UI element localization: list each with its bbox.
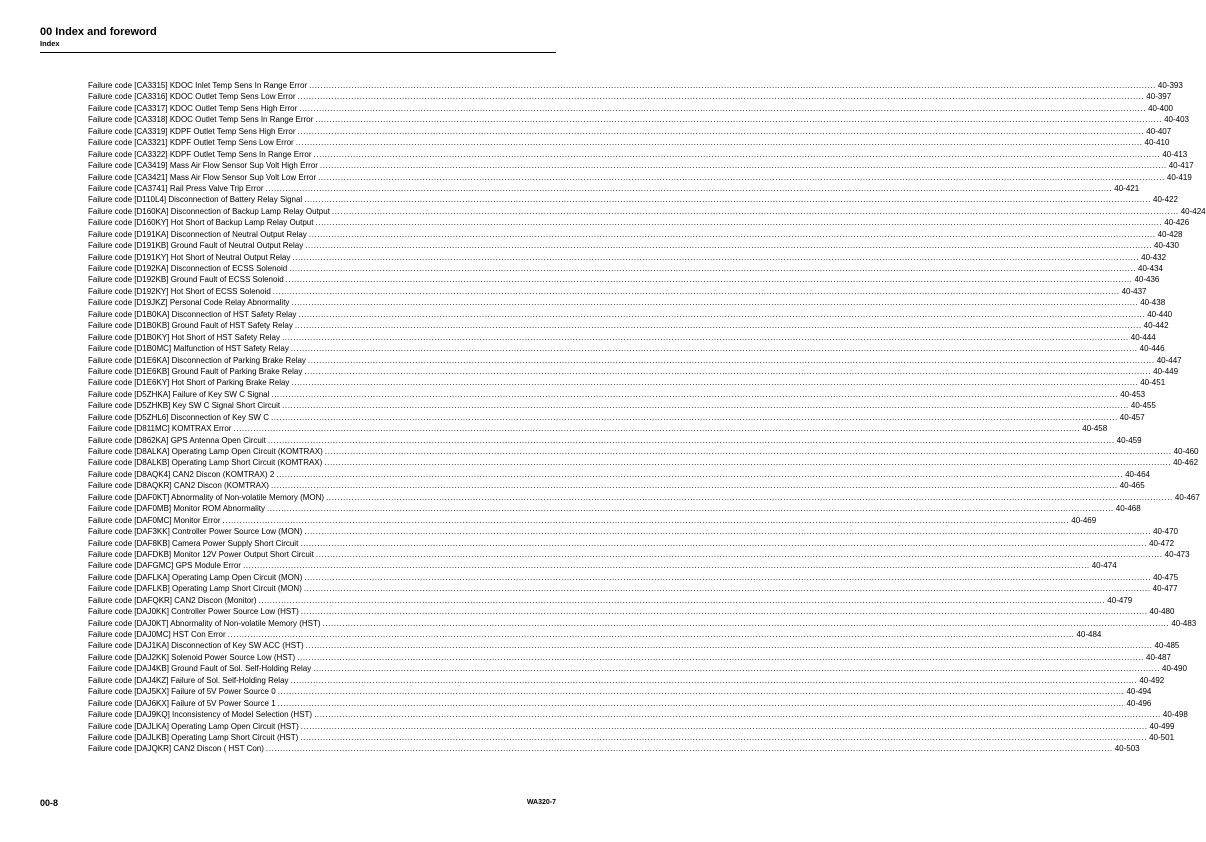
index-entry-page: 40-426 [1164,218,1190,228]
index-entry[interactable] [88,286,1147,297]
index-entry[interactable] [88,91,1172,102]
index-entry-page: 40-419 [1166,172,1192,182]
index-entry-title: Failure code [DAJLKB] Operating Lamp Short Circuit (HST) [88,732,299,742]
index-entry-page: 40-483 [1171,618,1197,628]
index-entry-page: 40-400 [1148,103,1173,113]
dot-leader: ............................................................................................................................................................................................................................................................................................................ [297,652,1144,662]
index-entry-title: Failure code [CA3741] Rail Press Valve Trip Error [88,183,264,193]
index-entry[interactable] [88,252,1167,263]
index-entry-page: 40-434 [1138,264,1163,273]
index-entry-page: 40-492 [1139,675,1165,685]
dot-leader: ............................................................................................................................................................................................................................................................................................................ [298,309,1146,319]
dot-leader: ............................................................................................................................................................................................................................................................................................................ [265,183,1113,193]
dot-leader: ............................................................................................................................................................................................................................................................................................................ [281,332,1129,342]
index-entry[interactable] [88,240,1179,251]
dot-leader: ............................................................................................................................................................................................................................................................................................................ [291,378,1139,388]
index-entry[interactable] [88,446,1199,457]
index-entry[interactable] [88,423,1108,434]
index-entry[interactable] [88,583,1178,594]
dot-leader: ............................................................................................................................................................................................................................................................................................................ [299,103,1147,113]
index-entry[interactable] [88,366,1179,377]
index-entry-page: 40-479 [1107,595,1133,605]
index-entry-page: 40-428 [1157,229,1183,239]
index-entry[interactable] [88,629,1102,640]
index-entry-title: Failure code [DAF8KB] Camera Power Supply Short Circuit [88,538,299,548]
index-entry-title: Failure code [DAFLKA] Operating Lamp Open Circuit (MON) [88,572,303,582]
index-entry-title: Failure code [DAF3KK] Controller Power Source Low (MON) [88,527,303,537]
index-entry[interactable] [88,263,1163,274]
index-entry-title: Failure code [D192KB] Ground Fault of ECSS Solenoid [88,275,284,285]
index-entry[interactable] [88,80,1183,91]
index-entry-page: 40-494 [1126,687,1152,697]
dot-leader: ............................................................................................................................................................................................................................................................................................................ [292,252,1140,262]
index-entry-title: Failure code [D1B0KY] Hot Short of HST Safety Relay [88,332,280,342]
index-entry[interactable] [88,343,1165,354]
dot-leader: ............................................................................................................................................................................................................................................................................................................ [227,630,1075,639]
index-entry-page: 40-438 [1140,298,1166,308]
index-entry-page: 40-487 [1146,652,1171,662]
index-entry-page: 40-403 [1164,115,1190,125]
dot-leader: ............................................................................................................................................................................................................................................................................................................ [294,321,1142,331]
index-entry-page: 40-451 [1140,378,1166,388]
dot-leader: ............................................................................................................................................................................................................................................................................................................ [305,241,1153,251]
index-entry-title: Failure code [D19JKZ] Personal Code Relay Abnormality [88,298,290,308]
dot-leader: ............................................................................................................................................................................................................................................................................................................ [242,561,1090,571]
index-entry-title: Failure code [D160KY] Hot Short of Backup Lamp Relay Output [88,218,314,228]
index-entry-title: Failure code [DAF0MB] Monitor ROM Abnormality [88,504,265,514]
index-entry-title: Failure code [DAFQKR] CAN2 Discon (Monitor) [88,595,257,605]
dot-leader: ............................................................................................................................................................................................................................................................................................................ [303,584,1151,594]
index-entry[interactable] [88,400,1156,411]
index-entry-page: 40-436 [1134,275,1160,285]
index-entry-title: Failure code [D1B0MC] Malfunction of HST Safety Relay [88,344,289,354]
dot-leader: ............................................................................................................................................................................................................................................................................................................ [315,549,1163,559]
index-entry[interactable] [88,732,1175,743]
index-entry[interactable] [88,480,1145,491]
index-entry[interactable] [88,217,1190,228]
index-entry-page: 40-462 [1173,458,1199,468]
index-entry[interactable] [88,320,1169,331]
index-entry-page: 40-430 [1154,241,1179,251]
dot-leader: ............................................................................................................................................................................................................................................................................................................ [270,412,1118,422]
index-entry-page: 40-465 [1119,481,1145,491]
dot-leader: ............................................................................................................................................................................................................................................................................................................ [324,447,1172,456]
index-entry-page: 40-457 [1119,412,1145,422]
index-entry-page: 40-470 [1153,527,1179,537]
dot-leader: ............................................................................................................................................................................................................................................................................................................ [222,515,1070,525]
dot-leader: ............................................................................................................................................................................................................................................................................................................ [304,527,1152,537]
index-entry-title: Failure code [D5ZHKB] Key SW C Signal Short Circuit [88,401,281,411]
index-entry-page: 40-446 [1139,344,1165,354]
index-entry-title: Failure code [CA3315] KDOC Inlet Temp Sens In Range Error [88,81,308,90]
index-entry-page: 40-499 [1149,721,1175,731]
dot-leader: ............................................................................................................................................................................................................................................................................................................ [318,172,1165,182]
index-entry[interactable] [88,560,1117,571]
index-entry-title: Failure code [D1E6KB] Ground Fault of Parking Brake Relay [88,366,303,376]
index-entry-title: Failure code [D1E6KA] Disconnection of Parking Brake Relay [88,355,306,365]
dot-leader: ............................................................................................................................................................................................................................................................................................................ [267,435,1115,445]
index-entry[interactable] [88,538,1175,549]
index-entry[interactable] [88,297,1166,308]
index-entry[interactable] [88,126,1172,137]
index-entry-title: Failure code [CA3318] KDOC Outlet Temp Sens In Range Error [88,115,314,125]
index-entry-title: Failure code [CA3421] Mass Air Flow Sensor Sup Volt Low Error [88,172,317,182]
index-entry-title: Failure code [DAJ5KX] Failure of 5V Power Source 0 [88,687,276,697]
header-divider [40,52,556,53]
dot-leader: ............................................................................................................................................................................................................................................................................................................ [297,92,1145,102]
index-entry-title: Failure code [D192KA] Disconnection of ECSS Solenoid [88,264,288,273]
index-entry[interactable] [88,309,1173,320]
dot-leader: ............................................................................................................................................................................................................................................................................................................ [282,401,1129,411]
dot-leader: ............................................................................................................................................................................................................................................................................................................ [314,710,1161,720]
dot-leader: ............................................................................................................................................................................................................................................................................................................ [258,595,1106,605]
dot-leader: ............................................................................................................................................................................................................................................................................................................ [266,504,1114,514]
dot-leader: ............................................................................................................................................................................................................................................................................................................ [290,344,1138,354]
index-entry-title: Failure code [D191KB] Ground Fault of Neutral Output Relay [88,241,304,251]
index-entry-title: Failure code [CA3319] KDPF Outlet Temp Sens High Error [88,126,296,136]
index-entry-page: 40-413 [1162,149,1188,159]
index-entry-page: 40-498 [1162,710,1188,720]
dot-leader: ............................................................................................................................................................................................................................................................................................................ [295,138,1143,148]
index-entry-page: 40-458 [1082,424,1108,434]
index-entry[interactable] [88,103,1173,114]
dot-leader: ............................................................................................................................................................................................................................................................................................................ [304,572,1152,582]
index-entry-page: 40-480 [1149,607,1175,617]
dot-leader: ............................................................................................................................................................................................................................................................................................................ [304,195,1151,205]
index-entry[interactable] [88,412,1145,423]
index-entry-title: Failure code [DAFDKB] Monitor 12V Power Output Short Circuit [88,549,314,559]
dot-leader: ............................................................................................................................................................................................................................................................................................................ [276,469,1124,479]
index-entry-title: Failure code [D8AQK4] CAN2 Discon (KOMTRAX) 2 [88,469,275,479]
index-entry[interactable] [88,675,1165,686]
dot-leader: ............................................................................................................................................................................................................................................................................................................ [270,481,1118,491]
index-entry-page: 40-440 [1147,309,1173,319]
index-entry[interactable] [88,492,1200,503]
index-entry-page: 40-484 [1076,630,1102,639]
index-entry[interactable] [88,469,1150,480]
page-header [40,26,556,49]
section-title: 00 Index and foreword [40,26,157,38]
index-entry-title: Failure code [D110L4] Disconnection of Battery Relay Signal [88,195,303,205]
index-entry-title: Failure code [DAJ2KK] Solenoid Power Source Low (HST) [88,652,296,662]
index-entry-title: Failure code [D1B0KA] Disconnection of HST Safety Relay [88,309,297,319]
index-entry[interactable] [88,526,1179,537]
dot-leader: ............................................................................................................................................................................................................................................................................................................ [300,538,1148,548]
index-entry-title: Failure code [D160KA] Disconnection of Backup Lamp Relay Output [88,206,330,216]
dot-leader: ............................................................................................................................................................................................................................................................................................................ [313,149,1161,159]
index-entry-title: Failure code [D862KA] GPS Antenna Open Circuit [88,435,266,445]
index-entry-title: Failure code [D191KY] Hot Short of Neutral Output Relay [88,252,291,262]
index-entry-page: 40-467 [1174,492,1200,502]
index-entry-title: Failure code [DAJ0MC] HST Con Error [88,630,226,639]
dot-leader: ............................................................................................................................................................................................................................................................................................................ [290,675,1138,685]
index-entry[interactable] [88,114,1190,125]
index-entry[interactable] [88,686,1152,697]
index-entry-page: 40-455 [1130,401,1156,411]
index-entry-title: Failure code [D8ALKB] Operating Lamp Short Circuit (KOMTRAX) [88,458,323,468]
index-entry[interactable] [88,457,1199,468]
index-entry-title: Failure code [CA3419] Mass Air Flow Sensor Sup Volt High Error [88,161,318,171]
index-entry[interactable] [88,663,1187,674]
index-entry-page: 40-449 [1153,366,1179,376]
dot-leader: ............................................................................................................................................................................................................................................................................................................ [308,229,1156,239]
index-entry[interactable] [88,229,1183,240]
index-entry[interactable] [88,595,1133,606]
dot-leader: ............................................................................................................................................................................................................................................................................................................ [285,275,1133,285]
index-entry[interactable] [88,355,1182,366]
index-entry[interactable] [88,149,1188,160]
index-entry[interactable] [88,698,1152,709]
index-entry-title: Failure code [DAFGMC] GPS Module Error [88,561,241,571]
index-entry[interactable] [88,721,1175,732]
index-entry-page: 40-475 [1153,572,1179,582]
index-entry-title: Failure code [CA3321] KDPF Outlet Temp Sens Low Error [88,138,294,148]
index-entry-title: Failure code [CA3316] KDOC Outlet Temp Sens Low Error [88,92,296,102]
index-entry[interactable] [88,206,1206,217]
index-entry-page: 40-459 [1116,435,1142,445]
index-entry[interactable] [88,640,1180,651]
index-entry-title: Failure code [DAJQKR] CAN2 Discon ( HST Con) [88,744,264,754]
index-entry-title: Failure code [CA3322] KDPF Outlet Temp Sens In Range Error [88,149,312,159]
index-entry-page: 40-393 [1157,81,1183,90]
index-entry-title: Failure code [DAJ0KT] Abnormality of Non-volatile Memory (HST) [88,618,321,628]
dot-leader: ............................................................................................................................................................................................................................................................................................................ [271,389,1119,399]
dot-leader: ............................................................................................................................................................................................................................................................................................................ [326,492,1173,502]
index-entry[interactable] [88,709,1188,720]
dot-leader: ............................................................................................................................................................................................................................................................................................................ [233,424,1081,434]
index-entry-title: Failure code [DAJLKA] Operating Lamp Open Circuit (HST) [88,721,299,731]
dot-leader: ............................................................................................................................................................................................................................................................................................................ [291,298,1139,308]
index-entry-page: 40-485 [1154,641,1180,651]
index-entry-page: 40-432 [1141,252,1167,262]
index-entry-title: Failure code [D1B0KB] Ground Fault of HST Safety Relay [88,321,293,331]
index-entry-page: 40-469 [1071,515,1097,525]
index-entry-title: Failure code [D191KA] Disconnection of Neutral Output Relay [88,229,307,239]
index-entry-title: Failure code [CA3317] KDOC Outlet Temp Sens High Error [88,103,298,113]
index-entry-page: 40-407 [1146,126,1172,136]
dot-leader: ............................................................................................................................................................................................................................................................................................................ [319,161,1167,171]
index-entry-page: 40-473 [1164,549,1190,559]
index-entry[interactable] [88,183,1140,194]
index-entry[interactable] [88,194,1178,205]
index-entry-title: Failure code [DAF0KT] Abnormality of Non-volatile Memory (MON) [88,492,325,502]
index-entry-page: 40-444 [1130,332,1156,342]
page-number: 00-8 [40,798,59,808]
index-entry-title: Failure code [D8ALKA] Operating Lamp Open Circuit (KOMTRAX) [88,447,323,456]
index-entry-title: Failure code [DAJ0KK] Controller Power Source Low (HST) [88,607,299,617]
dot-leader: ............................................................................................................................................................................................................................................................................................................ [315,218,1163,228]
index-entry[interactable] [88,172,1192,183]
dot-leader: ............................................................................................................................................................................................................................................................................................................ [305,641,1153,651]
index-entry-page: 40-421 [1114,183,1140,193]
index-entry-page: 40-464 [1125,469,1150,479]
index-entry[interactable] [88,435,1142,446]
index-entry-title: Failure code [DAJ4KZ] Failure of Sol. Self-Holding Relay [88,675,289,685]
index-entry[interactable] [88,389,1146,400]
index-entry-page: 40-468 [1115,504,1141,514]
dot-leader: ............................................................................................................................................................................................................................................................................................................ [297,126,1145,136]
index-entry[interactable] [88,332,1156,343]
section-subtitle: Index [40,39,60,48]
index-entry[interactable] [88,377,1166,388]
index-entry[interactable] [88,618,1197,629]
index-entry-page: 40-447 [1156,355,1182,365]
dot-leader: ............................................................................................................................................................................................................................................................................................................ [289,264,1137,273]
index-entry-page: 40-437 [1121,286,1147,296]
index-entry-page: 40-417 [1168,161,1194,171]
dot-leader: ............................................................................................................................................................................................................................................................................................................ [265,744,1113,754]
dot-leader: ............................................................................................................................................................................................................................................................................................................ [315,115,1163,125]
dot-leader: ............................................................................................................................................................................................................................................................................................................ [304,366,1152,376]
index-entry[interactable] [88,652,1171,663]
dot-leader: ............................................................................................................................................................................................................................................................................................................ [272,286,1120,296]
index-entry[interactable] [88,515,1097,526]
dot-leader: ............................................................................................................................................................................................................................................................................................................ [313,664,1161,674]
index-entry-page: 40-410 [1144,138,1170,148]
index-entry[interactable] [88,274,1160,285]
index-entry-page: 40-397 [1146,92,1172,102]
index-entry-title: Failure code [DAJ4KB] Ground Fault of Sol. Self-Holding Relay [88,664,312,674]
dot-leader: ............................................................................................................................................................................................................................................................................................................ [300,607,1148,617]
index-entry-page: 40-503 [1114,744,1140,754]
index-entry-page: 40-460 [1173,447,1199,456]
index-entry-page: 40-422 [1153,195,1178,205]
index-entry[interactable] [88,160,1194,171]
index-entry[interactable] [88,503,1141,514]
index-entry-title: Failure code [D811MC] KOMTRAX Error [88,424,232,434]
dot-leader: ............................................................................................................................................................................................................................................................................................................ [307,355,1155,365]
index-entry-title: Failure code [DAJ1KA] Disconnection of Key SW ACC (HST) [88,641,304,651]
dot-leader: ............................................................................................................................................................................................................................................................................................................ [324,458,1172,468]
dot-leader: ............................................................................................................................................................................................................................................................................................................ [277,687,1125,697]
dot-leader: ............................................................................................................................................................................................................................................................................................................ [300,732,1148,742]
index-entry-title: Failure code [DAF0MC] Monitor Error [88,515,221,525]
dot-leader: ............................................................................................................................................................................................................................................................................................................ [300,721,1148,731]
index-entry[interactable] [88,572,1179,583]
index-entry-title: Failure code [DAFLKB] Operating Lamp Short Circuit (MON) [88,584,302,594]
index-entry-page: 40-501 [1149,732,1175,742]
index-entry-title: Failure code [D5ZHKA] Failure of Key SW C Signal [88,389,270,399]
dot-leader: ............................................................................................................................................................................................................................................................................................................ [277,698,1125,708]
index-entry[interactable] [88,743,1140,754]
index-entry-title: Failure code [D5ZHL6] Disconnection of Key SW C [88,412,269,422]
index-entry-page: 40-496 [1126,698,1152,708]
index-entry-page: 40-474 [1091,561,1117,571]
index-entry-page: 40-477 [1152,584,1178,594]
model-number: WA320-7 [526,799,556,806]
index-entry-title: Failure code [DAJ9KQ] Inconsistency of Model Selection (HST) [88,710,313,720]
index-entry-page: 40-442 [1143,321,1169,331]
index-entry-title: Failure code [D192KY] Hot Short of ECSS Solenoid [88,286,271,296]
dot-leader: ............................................................................................................................................................................................................................................................................................................ [309,81,1156,90]
index-entry-title: Failure code [DAJ6KX] Failure of 5V Power Source 1 [88,698,276,708]
index-entry-title: Failure code [D1E6KY] Hot Short of Parking Brake Relay [88,378,290,388]
index-entry-title: Failure code [D8AQKR] CAN2 Discon (KOMTRAX) [88,481,269,491]
index-entry-page: 40-424 [1180,206,1206,216]
index-entry-page: 40-453 [1120,389,1146,399]
dot-leader: ............................................................................................................................................................................................................................................................................................................ [331,206,1179,216]
index-entry[interactable] [88,137,1170,148]
index-list [88,80,1206,755]
index-entry[interactable] [88,549,1190,560]
index-entry-page: 40-490 [1162,664,1187,674]
dot-leader: ............................................................................................................................................................................................................................................................................................................ [322,618,1170,628]
index-entry[interactable] [88,606,1175,617]
index-entry-page: 40-472 [1149,538,1175,548]
